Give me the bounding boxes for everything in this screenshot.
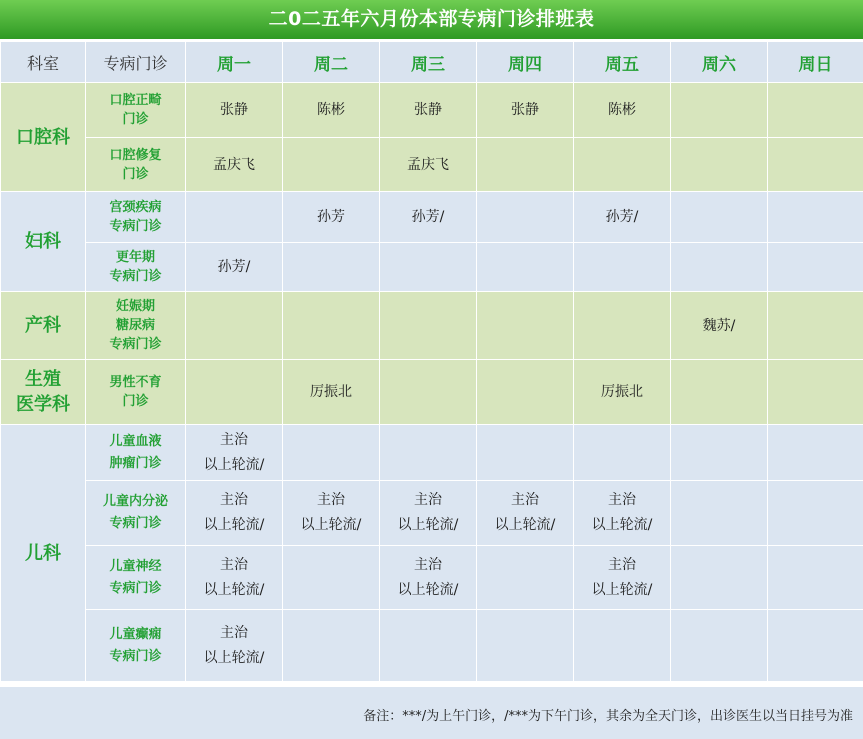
clinic-gongjing-line-2: 专病门诊 <box>109 219 162 234</box>
header-day-mon: 周一 <box>186 42 283 83</box>
cell-nanxing-thu <box>477 360 574 425</box>
cell-rensen-wed <box>380 292 477 360</box>
shift-line: 主治 <box>608 556 636 573</box>
clinic-gongjing <box>86 192 186 243</box>
header-day-wed: 周三 <box>380 42 477 83</box>
shift-line: 以上轮流/ <box>203 581 265 598</box>
clinic-gengnianqi-line-1: 更年期 <box>115 250 155 265</box>
shift-line: 主治 <box>414 556 442 573</box>
clinic-neifenmi-line-1: 儿童内分泌 <box>102 494 168 509</box>
clinic-xiufu-line-1: 口腔修复 <box>109 147 162 163</box>
clinic-gengnianqi-line-2: 专病门诊 <box>109 269 162 284</box>
cell-xueye-wed <box>380 425 477 481</box>
clinic-nanxing-line-1: 男性不育 <box>109 375 162 390</box>
row-xueye <box>1 425 863 481</box>
shift-line: 以上轮流/ <box>397 581 459 598</box>
shift-line: 主治 <box>511 492 539 508</box>
cell-xiufu-sun <box>768 138 863 192</box>
footer-note: 备注：***/为上午门诊，/***为下午门诊，其余为全天门诊，出诊医生以当日挂号为准 <box>363 709 853 724</box>
cell-gengnianqi-sat <box>671 243 768 292</box>
cell-rensen-sat: 魏苏/ <box>671 292 768 360</box>
row-shenjing <box>1 546 863 610</box>
cell-dianxian-thu <box>477 610 574 682</box>
cell-zhengji-mon: 张静 <box>186 83 283 138</box>
clinic-nanxing <box>86 360 186 425</box>
shift-line: 以上轮流/ <box>397 517 459 533</box>
clinic-xueye-line-1: 儿童血液 <box>109 433 162 449</box>
cell-dianxian-mon <box>186 610 283 682</box>
shift-line: 主治 <box>220 624 248 641</box>
clinic-rensen-line-3: 专病门诊 <box>109 337 162 352</box>
shift-line: 主治 <box>414 492 442 508</box>
header-day-thu: 周四 <box>477 42 574 83</box>
shift-line: 主治 <box>220 492 248 508</box>
clinic-shenjing-line-1: 儿童神经 <box>109 558 162 574</box>
cell-rensen-sun <box>768 292 863 360</box>
cell-shenjing-fri <box>574 546 671 610</box>
shift-line: 以上轮流/ <box>591 517 653 533</box>
cell-shenjing-tue <box>283 546 380 610</box>
dept-kouqiang: 口腔科 <box>1 83 86 192</box>
cell-nanxing-sat <box>671 360 768 425</box>
cell-zhengji-sun <box>768 83 863 138</box>
shift-line: 以上轮流/ <box>591 581 653 598</box>
cell-nanxing-wed <box>380 360 477 425</box>
dept-erke: 儿科 <box>1 425 86 682</box>
cell-neifenmi-fri <box>574 481 671 546</box>
clinic-dianxian <box>86 610 186 682</box>
clinic-gongjing-line-1: 宫颈疾病 <box>109 200 162 215</box>
shift-line: 以上轮流/ <box>203 649 265 666</box>
shift-line: 主治 <box>220 556 248 573</box>
dept-shengzhi-line-2: 医学科 <box>16 394 70 415</box>
cell-xiufu-fri <box>574 138 671 192</box>
dept-fuke: 妇科 <box>1 192 86 292</box>
clinic-dianxian-line-1: 儿童癫痫 <box>109 626 162 642</box>
cell-xueye-tue <box>283 425 380 481</box>
cell-dianxian-wed <box>380 610 477 682</box>
footer-note-bar <box>0 687 863 739</box>
header-day-fri: 周五 <box>574 42 671 83</box>
cell-rensen-fri <box>574 292 671 360</box>
clinic-xueye <box>86 425 186 481</box>
clinic-xueye-line-2: 肿瘤门诊 <box>109 455 162 471</box>
dept-chanke: 产科 <box>1 292 86 360</box>
cell-xueye-thu <box>477 425 574 481</box>
cell-nanxing-tue: 厉振北 <box>283 360 380 425</box>
cell-gongjing-mon <box>186 192 283 243</box>
cell-rensen-tue <box>283 292 380 360</box>
shift-line: 主治 <box>317 492 345 508</box>
cell-zhengji-thu: 张静 <box>477 83 574 138</box>
shift-line: 主治 <box>608 492 636 508</box>
clinic-zhengji-line-1: 口腔正畸 <box>109 93 162 108</box>
cell-dianxian-fri <box>574 610 671 682</box>
clinic-shenjing <box>86 546 186 610</box>
clinic-neifenmi-line-2: 专病门诊 <box>109 516 162 531</box>
cell-nanxing-sun <box>768 360 863 425</box>
cell-gengnianqi-fri <box>574 243 671 292</box>
clinic-nanxing-line-2: 门诊 <box>122 394 149 409</box>
cell-gengnianqi-thu <box>477 243 574 292</box>
cell-neifenmi-wed <box>380 481 477 546</box>
cell-shenjing-thu <box>477 546 574 610</box>
cell-nanxing-mon <box>186 360 283 425</box>
clinic-xiufu-line-2: 门诊 <box>122 166 149 182</box>
shift-line: 以上轮流/ <box>494 517 556 533</box>
clinic-shenjing-line-2: 专病门诊 <box>109 580 162 596</box>
dept-shengzhi <box>1 360 86 425</box>
cell-xueye-sun <box>768 425 863 481</box>
cell-gongjing-thu <box>477 192 574 243</box>
shift-line: 以上轮流/ <box>203 517 265 533</box>
clinic-neifenmi <box>86 481 186 546</box>
row-dianxian <box>1 610 863 682</box>
cell-gongjing-fri: 孙芳/ <box>574 192 671 243</box>
clinic-zhengji-line-2: 门诊 <box>122 112 149 127</box>
cell-rensen-thu <box>477 292 574 360</box>
cell-xiufu-tue <box>283 138 380 192</box>
cell-zhengji-fri: 陈彬 <box>574 83 671 138</box>
cell-dianxian-sun <box>768 610 863 682</box>
cell-xueye-mon <box>186 425 283 481</box>
cell-zhengji-sat <box>671 83 768 138</box>
shift-line: 以上轮流/ <box>300 517 362 533</box>
cell-rensen-mon <box>186 292 283 360</box>
shift-line: 主治 <box>220 431 248 448</box>
cell-gongjing-tue: 孙芳 <box>283 192 380 243</box>
clinic-rensen <box>86 292 186 360</box>
cell-zhengji-wed: 张静 <box>380 83 477 138</box>
cell-xueye-sat <box>671 425 768 481</box>
header-dept: 科室 <box>1 42 86 83</box>
cell-gengnianqi-sun <box>768 243 863 292</box>
cell-gengnianqi-tue <box>283 243 380 292</box>
clinic-gengnianqi <box>86 243 186 292</box>
cell-dianxian-tue <box>283 610 380 682</box>
row-xiufu <box>1 138 863 192</box>
cell-dianxian-sat <box>671 610 768 682</box>
cell-shenjing-wed <box>380 546 477 610</box>
row-neifenmi <box>1 481 863 546</box>
header-day-sun: 周日 <box>768 42 863 83</box>
cell-neifenmi-mon <box>186 481 283 546</box>
dept-shengzhi-line-1: 生殖 <box>25 369 61 390</box>
clinic-zhengji <box>86 83 186 138</box>
header-clinic: 专病门诊 <box>86 42 186 83</box>
cell-xiufu-sat <box>671 138 768 192</box>
header-row <box>1 42 863 83</box>
cell-xiufu-mon: 孟庆飞 <box>186 138 283 192</box>
cell-xiufu-thu <box>477 138 574 192</box>
header-day-tue: 周二 <box>283 42 380 83</box>
cell-gongjing-sun <box>768 192 863 243</box>
row-rensen <box>1 292 863 360</box>
cell-shenjing-sun <box>768 546 863 610</box>
cell-neifenmi-tue <box>283 481 380 546</box>
clinic-xiufu <box>86 138 186 192</box>
row-zhengji <box>1 83 863 138</box>
cell-nanxing-fri: 厉振北 <box>574 360 671 425</box>
cell-neifenmi-thu <box>477 481 574 546</box>
cell-xiufu-wed: 孟庆飞 <box>380 138 477 192</box>
cell-zhengji-tue: 陈彬 <box>283 83 380 138</box>
page-title: 二0二五年六月份本部专病门诊排班表 <box>0 0 863 39</box>
shift-line: 以上轮流/ <box>203 456 265 473</box>
cell-neifenmi-sun <box>768 481 863 546</box>
cell-shenjing-mon <box>186 546 283 610</box>
cell-gongjing-sat <box>671 192 768 243</box>
clinic-rensen-line-2: 糖尿病 <box>115 318 155 333</box>
cell-xueye-fri <box>574 425 671 481</box>
header-day-sat: 周六 <box>671 42 768 83</box>
row-nanxing <box>1 360 863 425</box>
schedule-table <box>0 41 863 682</box>
cell-gengnianqi-wed <box>380 243 477 292</box>
row-gengnianqi <box>1 243 863 292</box>
clinic-dianxian-line-2: 专病门诊 <box>109 648 162 664</box>
cell-gongjing-wed: 孙芳/ <box>380 192 477 243</box>
cell-gengnianqi-mon: 孙芳/ <box>186 243 283 292</box>
cell-shenjing-sat <box>671 546 768 610</box>
clinic-rensen-line-1: 妊娠期 <box>115 299 155 314</box>
cell-neifenmi-sat <box>671 481 768 546</box>
row-gongjing <box>1 192 863 243</box>
